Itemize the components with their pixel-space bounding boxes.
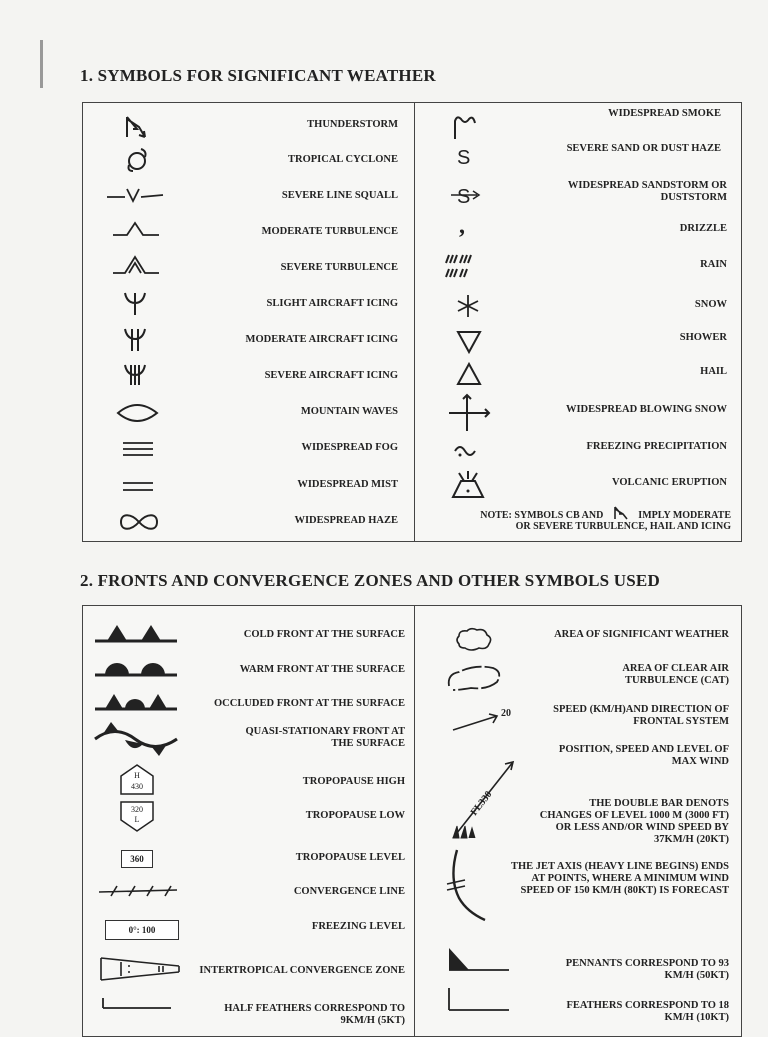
svg-text:FL330: FL330 xyxy=(468,789,495,818)
label-snow: SNOW xyxy=(694,299,727,310)
slight-icing-icon xyxy=(121,289,151,317)
warm-front-icon xyxy=(93,654,179,678)
label-sandstorm: WIDESPREAD SANDSTORM OR DUSTSTORM xyxy=(567,180,727,203)
label-blowing-snow: WIDESPREAD BLOWING SNOW xyxy=(565,404,727,415)
label-severe-turbulence: SEVERE TURBULENCE xyxy=(280,262,398,273)
occluded-front-icon xyxy=(93,688,179,712)
label-hail: HAIL xyxy=(700,366,727,377)
label-freezing-level: FREEZING LEVEL xyxy=(311,921,405,932)
cat-area-icon xyxy=(445,662,505,694)
severe-turbulence-icon xyxy=(111,253,163,277)
label-half-feathers: HALF FEATHERS CORRESPOND TO 9KM/H (5KT) xyxy=(224,1003,405,1026)
jet-axis-icon xyxy=(445,848,495,922)
svg-text:L: L xyxy=(134,815,140,824)
drizzle-icon: , xyxy=(459,213,465,239)
label-smoke: WIDESPREAD SMOKE xyxy=(608,108,721,119)
sandstorm-icon xyxy=(449,183,483,209)
label-feathers: FEATHERS CORRESPOND TO 18 KM/H (10KT) xyxy=(566,1000,729,1023)
svg-text:H: H xyxy=(134,771,140,780)
label-pennants: PENNANTS CORRESPOND TO 93 KM/H (50KT) xyxy=(565,958,729,981)
thunderstorm-icon xyxy=(612,506,630,520)
label-frontal-speed: SPEED (KM/H)AND DIRECTION OF FRONTAL SYSTEM xyxy=(553,704,729,727)
tropical-cyclone-icon xyxy=(123,147,153,173)
margin-mark xyxy=(40,40,43,88)
label-tropopause-level: TROPOPAUSE LEVEL xyxy=(295,852,405,863)
label-tropopause-low: TROPOPAUSE LOW xyxy=(305,810,405,821)
label-thunderstorm: THUNDERSTORM xyxy=(307,119,398,130)
feather-icon xyxy=(447,986,511,1014)
label-max-wind: POSITION, SPEED AND LEVEL OF MAX WIND xyxy=(558,744,729,767)
volcanic-eruption-icon xyxy=(449,469,487,499)
pennant-icon xyxy=(447,946,511,974)
half-feather-icon xyxy=(101,996,173,1018)
label-shower: SHOWER xyxy=(679,332,727,343)
freezing-precipitation-icon xyxy=(451,439,481,459)
label-double-bar: THE DOUBLE BAR DENOTS CHANGES OF LEVEL 1000 M (3000 FT) OR LESS AND/OR WIND SPEED BY 37KM/H (20KT) xyxy=(539,798,729,845)
thunderstorm-icon xyxy=(123,115,153,141)
tropopause-level-icon: 360 xyxy=(121,850,153,868)
label-sand-haze: SEVERE SAND OR DUST HAZE xyxy=(566,143,721,154)
moderate-icing-icon xyxy=(121,325,151,353)
label-itcz: INTERTROPICAL CONVERGENCE ZONE xyxy=(199,965,405,976)
label-sig-weather-area: AREA OF SIGNIFICANT WEATHER xyxy=(554,629,729,640)
haze-icon xyxy=(117,511,161,533)
mist-icon xyxy=(121,479,157,495)
label-occluded-front: OCCLUDED FRONT AT THE SURFACE xyxy=(214,698,405,709)
max-wind-icon xyxy=(445,754,525,844)
label-volcanic: VOLCANIC ERUPTION xyxy=(611,477,727,488)
label-tropical-cyclone: TROPICAL CYCLONE xyxy=(288,154,398,165)
svg-text:320: 320 xyxy=(131,805,143,814)
freezing-level-icon: 0°: 100 xyxy=(105,920,179,940)
tropopause-high-icon xyxy=(119,764,155,796)
snow-icon xyxy=(455,293,481,319)
svg-text:430: 430 xyxy=(131,782,143,791)
label-stationary-front: QUASI-STATIONARY FRONT AT THE SURFACE xyxy=(245,726,405,749)
mountain-waves-icon xyxy=(115,401,161,425)
blowing-snow-icon xyxy=(447,393,493,433)
label-mountain-waves: MOUNTAIN WAVES xyxy=(300,406,398,417)
label-mist: WIDESPREAD MIST xyxy=(297,479,398,490)
note-line-1: NOTE: SYMBOLS CB AND IMPLY MODERATE xyxy=(443,506,731,522)
label-moderate-turbulence: MODERATE TURBULENCE xyxy=(261,226,398,237)
label-severe-icing: SEVERE AIRCRAFT ICING xyxy=(264,370,398,381)
convergence-line-icon xyxy=(97,882,179,900)
hail-icon xyxy=(455,361,483,387)
label-tropopause-high: TROPOPAUSE HIGH xyxy=(302,776,405,787)
shower-icon xyxy=(455,329,483,355)
cold-front-icon xyxy=(93,620,179,644)
itcz-icon xyxy=(99,954,183,984)
frontal-speed-arrow-icon xyxy=(451,706,521,734)
label-moderate-icing: MODERATE AIRCRAFT ICING xyxy=(245,334,398,345)
significant-weather-area-icon xyxy=(453,626,495,652)
label-freezing-precip: FREEZING PRECIPITATION xyxy=(586,441,727,452)
label-cold-front: COLD FRONT AT THE SURFACE xyxy=(243,629,405,640)
tropopause-low-icon xyxy=(119,800,155,832)
label-haze: WIDESPREAD HAZE xyxy=(294,515,398,526)
label-drizzle: DRIZZLE xyxy=(679,223,727,234)
fronts-symbols-table xyxy=(82,605,742,1037)
severe-icing-icon xyxy=(121,361,151,389)
label-slight-icing: SLIGHT AIRCRAFT ICING xyxy=(266,298,398,309)
note-line-2: OR SEVERE TURBULENCE, HAIL AND ICING xyxy=(515,521,731,532)
label-warm-front: WARM FRONT AT THE SURFACE xyxy=(239,664,405,675)
rain-icon xyxy=(443,253,483,283)
line-squall-icon xyxy=(105,185,165,205)
stationary-front-icon xyxy=(93,718,179,760)
smoke-icon xyxy=(451,113,481,141)
sand-haze-icon: S xyxy=(457,147,471,169)
fog-icon xyxy=(121,439,157,459)
svg-text:S: S xyxy=(457,186,471,208)
svg-text:20: 20 xyxy=(501,708,511,719)
label-jet-axis: THE JET AXIS (HEAVY LINE BEGINS) ENDS AT POINTS, WHERE A MINIMUM WIND SPEED OF 150 KM/H (80KT) IS FORECAST xyxy=(510,861,729,896)
label-rain: RAIN xyxy=(700,259,727,270)
weather-symbols-table xyxy=(82,102,742,542)
label-fog: WIDESPREAD FOG xyxy=(301,442,398,453)
section2-title: 2. FRONTS AND CONVERGENCE ZONES AND OTHER SYMBOLS USED xyxy=(80,571,660,590)
label-cat-area: AREA OF CLEAR AIR TURBULENCE (CAT) xyxy=(622,663,729,686)
moderate-turbulence-icon xyxy=(111,219,163,239)
label-line-squall: SEVERE LINE SQUALL xyxy=(281,190,398,201)
label-convergence-line: CONVERGENCE LINE xyxy=(293,886,405,897)
section1-title: 1. SYMBOLS FOR SIGNIFICANT WEATHER xyxy=(80,66,436,85)
